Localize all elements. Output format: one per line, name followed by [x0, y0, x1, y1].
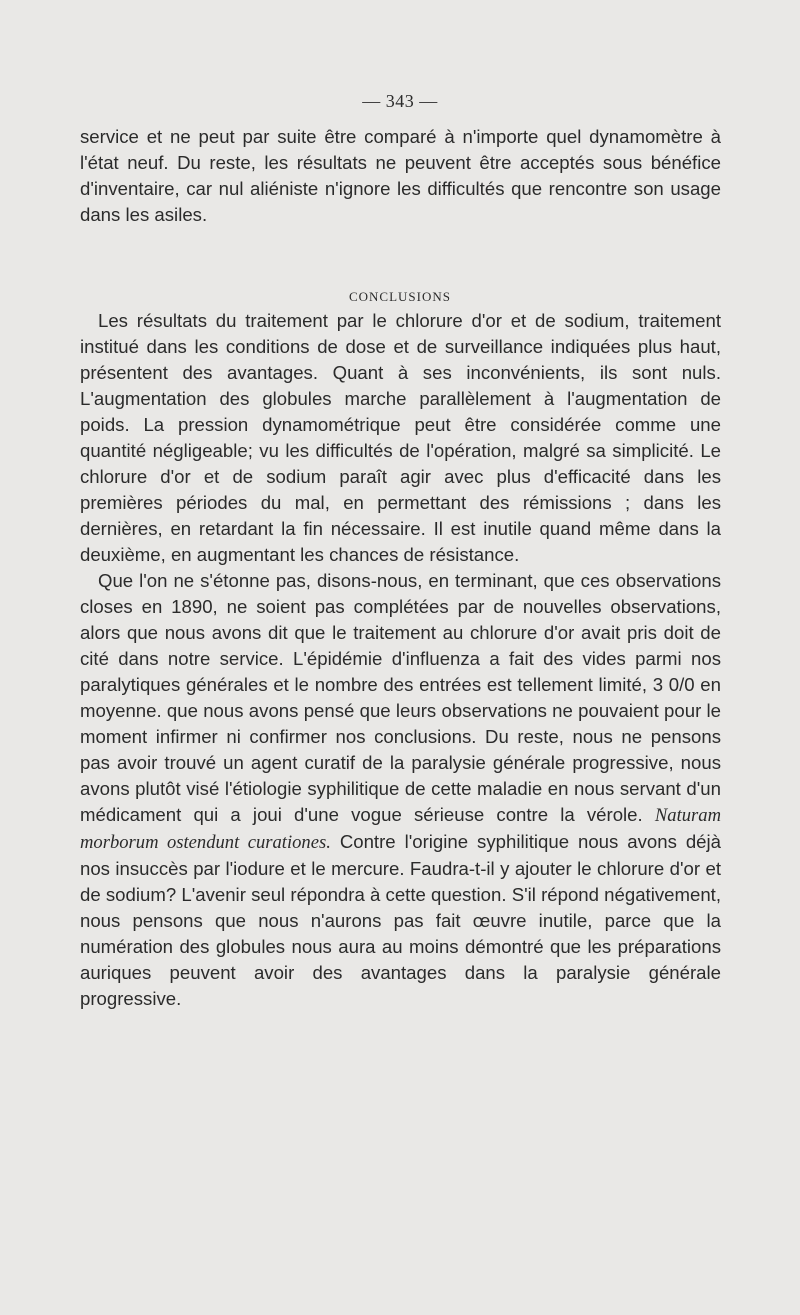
- conclusions-text-block: [80, 308, 721, 1012]
- paragraph-2-text-end: Contre l'origine syphilitique nous avons déjà nos insuccès par l'iodure et le mercure. Faudra-t-il y ajouter le chlorure d'or et de sodium? L'avenir seul répondra à cette question. S'il répond négativement, nous pensons que nous n'aurons pas fait œuvre inutile, parce que la numération des globules nous aura au moins démontré que les préparations auriques peuvent avoir des avantages dans la paralysie générale progressive.: [80, 831, 721, 1009]
- section-heading: CONCLUSIONS: [348, 289, 451, 304]
- paragraph-2-text-start: Que l'on ne s'étonne pas, disons-nous, en terminant, que ces observations closes en 1890, ne soient pas complétées par de nouvelles observations, alors que nous avons dit que le traitement au chlorure d'or avait pris doit de cité dans notre service. L'épidémie d'influenza a fait des vides parmi nos paralytiques générales et le nombre des entrées est tellement limité, 3 0/0 en moyenne. que nous avons pensé que leurs observations ne pouvaient pour le moment infirmer ni confirmer nos conclusions. Du reste, nous ne pensons pas avoir trouvé un agent curatif de la paralysie générale progressive, nous avons plutôt visé l'étiologie syphilitique de cette maladie en nous servant d'un médicament qui a joui d'une vogue sérieuse contre la vérole.: [80, 570, 721, 825]
- conclusions-paragraph-2: [80, 568, 721, 1012]
- page-number: — 343 —: [362, 91, 438, 111]
- intro-text-block: [80, 124, 721, 228]
- latin-quote: Naturam morborum ostendunt curationes.: [80, 805, 721, 853]
- conclusions-paragraph-1: Les résultats du traitement par le chlorure d'or et de sodium, traitement institué dans les conditions de dose et de surveillance indiquées plus haut, présentent des avantages. Quant à ses inconvénients, ils sont nuls. L'augmentation des globules marche parallèlement à l'augmentation de poids. La pression dynamométrique peut être considérée comme une quantité négligeable; vu les difficultés de l'opération, malgré sa simplicité. Le chlorure d'or et de sodium paraît agir avec plus d'efficacité dans les premières périodes du mal, en permettant des rémissions ; dans les dernières, en retardant la fin nécessaire. Il est inutile quand même dans la deuxième, en augmentant les chances de résistance.: [80, 310, 721, 565]
- intro-paragraph: service et ne peut par suite être comparé à n'importe quel dynamomètre à l'état neuf. Du reste, les résultats ne peuvent être acceptés sous bénéfice d'inventaire, car nul aliéniste n'ignore les difficultés que rencontre son usage dans les asiles.: [80, 126, 721, 225]
